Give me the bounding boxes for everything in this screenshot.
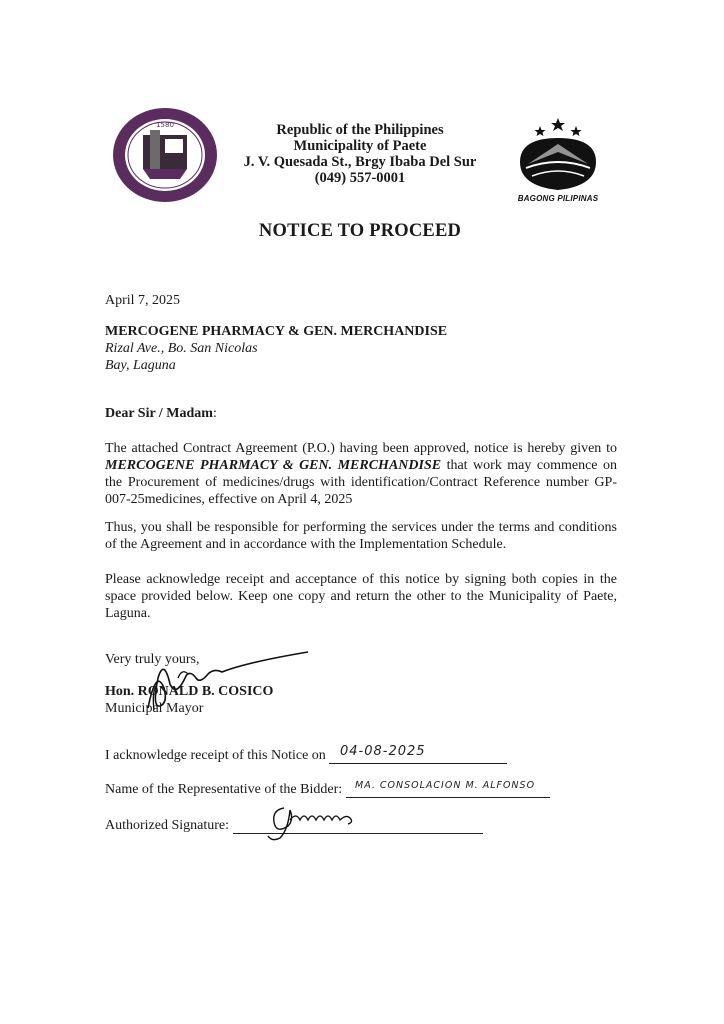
letterhead-municipality: Municipality of Paete — [293, 138, 427, 154]
letterhead-address: J. V. Quesada St., Brgy Ibaba Del Sur — [243, 154, 477, 170]
representative-label: Name of the Representative of the Bidder: — [105, 782, 343, 797]
sun-stars-icon — [508, 112, 608, 194]
document-title: NOTICE TO PROCEED — [258, 221, 462, 241]
addressee-name: MERCOGENE PHARMACY & GEN. MERCHANDISE — [105, 324, 448, 339]
salutation-colon: : — [212, 406, 217, 421]
bagong-pilipinas-text: BAGONG PILIPINAS — [517, 194, 599, 203]
letter-date: April 7, 2025 — [105, 293, 181, 308]
representative-name-handwritten: MA. CONSOLACION M. ALFONSO — [355, 780, 536, 791]
addressee-address-line1: Rizal Ave., Bo. San Nicolas — [105, 341, 258, 356]
body-paragraph-1 — [105, 440, 617, 508]
body-paragraph-3: Please acknowledge receipt and acceptance of this notice by signing both copies in the space provided below. Keep one copy and return the other to the Municipality of Paete, Laguna. — [105, 572, 617, 621]
bagong-pilipinas-logo — [508, 112, 608, 212]
letterhead — [230, 122, 490, 186]
municipal-seal-logo — [110, 105, 220, 205]
addressee-block — [105, 323, 505, 374]
signer-name: Hon. RONALD B. COSICO — [105, 684, 274, 699]
bidder-signature-image — [262, 800, 362, 842]
signer-position: Municipal Mayor — [105, 701, 204, 716]
paragraph-1-end: that work may commence on the Procurement of medicines/drugs with identification/Contract Reference number GP-007-25medicines, effective on April 4, 2025 — [105, 458, 617, 507]
receipt-label: I acknowledge receipt of this Notice on — [105, 748, 326, 763]
authorized-signature-label: Authorized Signature: — [105, 818, 230, 833]
closing: Very truly yours, — [105, 652, 200, 667]
salutation-text: Dear Sir / Madam — [105, 406, 213, 421]
body-paragraph-2: Thus, you shall be responsible for performing the services under the terms and conditions of the Agreement and in accordance with the Implementation Schedule. — [105, 520, 617, 552]
contractor-name-emphasis: MERCOGENE PHARMACY & GEN. MERCHANDISE — [105, 458, 442, 473]
paragraph-1-start: The attached Contract Agreement (P.O.) having been approved, notice is hereby given to — [105, 441, 617, 456]
receipt-date-handwritten: 04-08-2025 — [340, 744, 426, 759]
receipt-acknowledgement-line — [105, 748, 507, 764]
letterhead-phone: (049) 557-0001 — [314, 170, 406, 186]
addressee-address-line2: Bay, Laguna — [105, 358, 176, 373]
seal-year: 1580 — [156, 121, 174, 129]
salutation — [105, 405, 217, 422]
letterhead-country: Republic of the Philippines — [276, 122, 444, 138]
